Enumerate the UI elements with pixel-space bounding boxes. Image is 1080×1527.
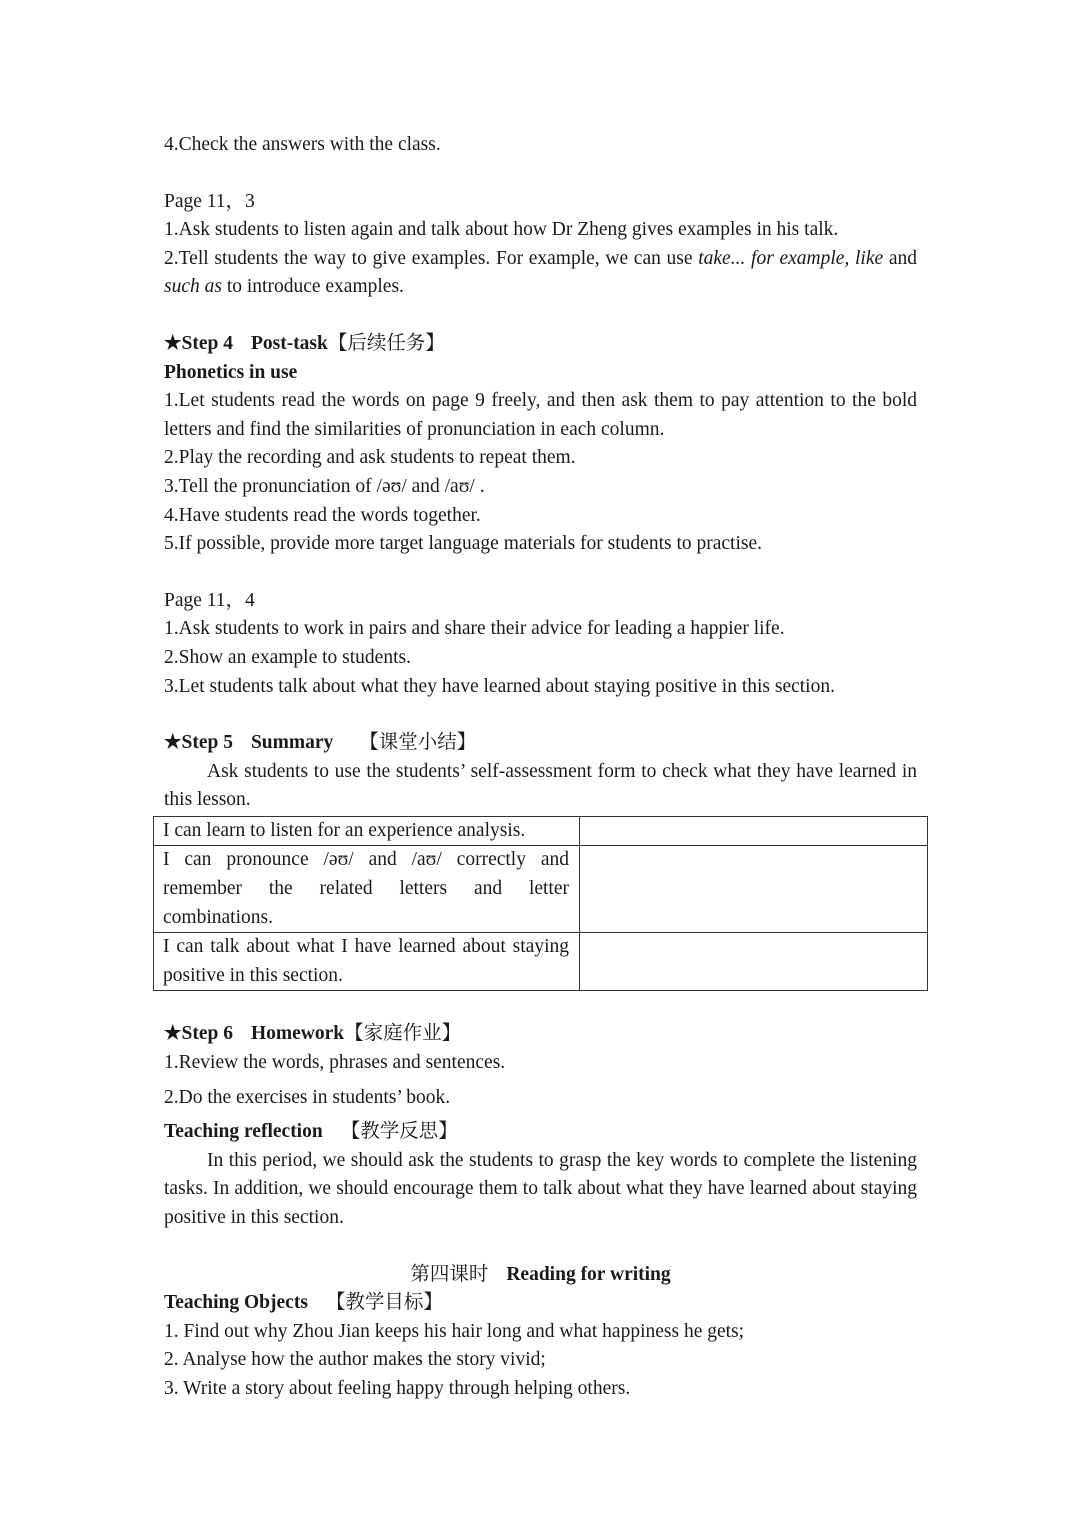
assessment-item-3: I can talk about what I have learned about staying positive in this section. <box>154 933 580 991</box>
italic-phrase-take-for-example: take... for example <box>698 247 845 269</box>
italic-phrase-like: like <box>855 247 884 269</box>
assessment-cell-empty <box>580 846 928 933</box>
table-row <box>154 933 928 991</box>
step4-item-1: 1.Let students read the words on page 9 freely, and then ask them to pay attention to the bold letters and find the similarities of pronunciation in each column. <box>164 390 917 440</box>
step4-item-5: 5.If possible, provide more target language materials for students to practise. <box>164 533 763 555</box>
step6-title: Homework <box>250 1023 345 1045</box>
step4-item-4: 4.Have students read the words together. <box>164 504 481 526</box>
step5-intro: Ask students to use the students’ self-assessment form to check what they have learned in this lesson. <box>164 760 917 811</box>
objective-3: 3. Write a story about feeling happy through helping others. <box>164 1377 631 1399</box>
reflection-text: In this period, we should ask the students to grasp the key words to complete the listening tasks. In addition, we should encourage them to talk about what they have learned about staying positive in this section. <box>164 1149 917 1228</box>
page11-3-item-1: 1.Ask students to listen again and talk about how Dr Zheng gives examples in his talk. <box>164 219 839 241</box>
teaching-objects-heading <box>164 1289 917 1318</box>
phonetics-subheading: Phonetics in use <box>164 361 298 383</box>
assessment-item-1: I can learn to listen for an experience analysis. <box>154 816 580 846</box>
star-icon: ★ <box>164 332 182 354</box>
step4-zh-title: 【后续任务】 <box>327 332 445 354</box>
page11-3-item-2 <box>164 245 917 302</box>
step6-item-1: 1.Review the words, phrases and sentences. <box>164 1052 506 1074</box>
objective-1: 1. Find out why Zhou Jian keeps his hair long and what happiness he gets; <box>164 1320 745 1342</box>
italic-phrase-such-as: such as <box>164 276 222 298</box>
assessment-cell-empty <box>580 933 928 991</box>
assessment-item-2: I can pronounce /əʊ/ and /aʊ/ correctly and remember the related letters and letter combinations. <box>154 846 580 933</box>
table-row <box>154 846 928 933</box>
step6-zh-title: 【家庭作业】 <box>344 1023 462 1045</box>
lesson4-zh-title: 第四课时 <box>410 1263 489 1285</box>
step6-heading <box>164 1020 917 1049</box>
check-answers-line: 4.Check the answers with the class. <box>164 134 441 155</box>
step4-title: Post-task <box>250 332 328 354</box>
step6-number: Step 6 <box>181 1023 233 1045</box>
page11-4-item-1: 1.Ask students to work in pairs and share their advice for leading a happier life. <box>164 618 785 640</box>
teaching-objects-title: Teaching Objects <box>164 1292 308 1314</box>
step4-item-2: 2.Play the recording and ask students to repeat them. <box>164 447 576 469</box>
reflection-title: Teaching reflection <box>164 1121 323 1143</box>
step5-number: Step 5 <box>181 732 233 754</box>
step4-heading <box>164 330 917 359</box>
lesson4-title <box>164 1261 917 1290</box>
step5-title: Summary <box>250 732 334 754</box>
teaching-objects-zh-title: 【教学目标】 <box>325 1292 443 1314</box>
text-run: and <box>883 247 918 269</box>
step6-item-2: 2.Do the exercises in students’ book. <box>164 1086 451 1108</box>
assessment-cell-empty <box>580 816 928 846</box>
text-run: , <box>844 247 850 269</box>
step5-zh-title: 【课堂小结】 <box>359 732 477 754</box>
step4-item-3: 3.Tell the pronunciation of /əʊ/ and /aʊ/ . <box>164 475 485 497</box>
page11-4-item-3: 3.Let students talk about what they have learned about staying positive in this section. <box>164 675 835 697</box>
text-run: to introduce examples. <box>221 276 404 298</box>
lesson4-en-title: Reading for writing <box>506 1263 671 1285</box>
step4-number: Step 4 <box>181 332 233 354</box>
page11-4-item-2: 2.Show an example to students. <box>164 646 411 668</box>
page11-4-label: Page 11，4 <box>164 589 255 611</box>
page11-3-label: Page 11，3 <box>164 190 255 212</box>
reflection-heading <box>164 1118 917 1147</box>
table-row <box>154 816 928 846</box>
self-assessment-table <box>153 816 928 992</box>
step5-heading <box>164 729 917 758</box>
reflection-zh-title: 【教学反思】 <box>340 1121 458 1143</box>
text-run: 2.Tell students the way to give examples. For example, we can use <box>164 247 699 269</box>
star-icon: ★ <box>164 732 182 754</box>
objective-2: 2. Analyse how the author makes the story vivid; <box>164 1349 546 1371</box>
star-icon: ★ <box>164 1023 182 1045</box>
document-content <box>164 131 917 1404</box>
